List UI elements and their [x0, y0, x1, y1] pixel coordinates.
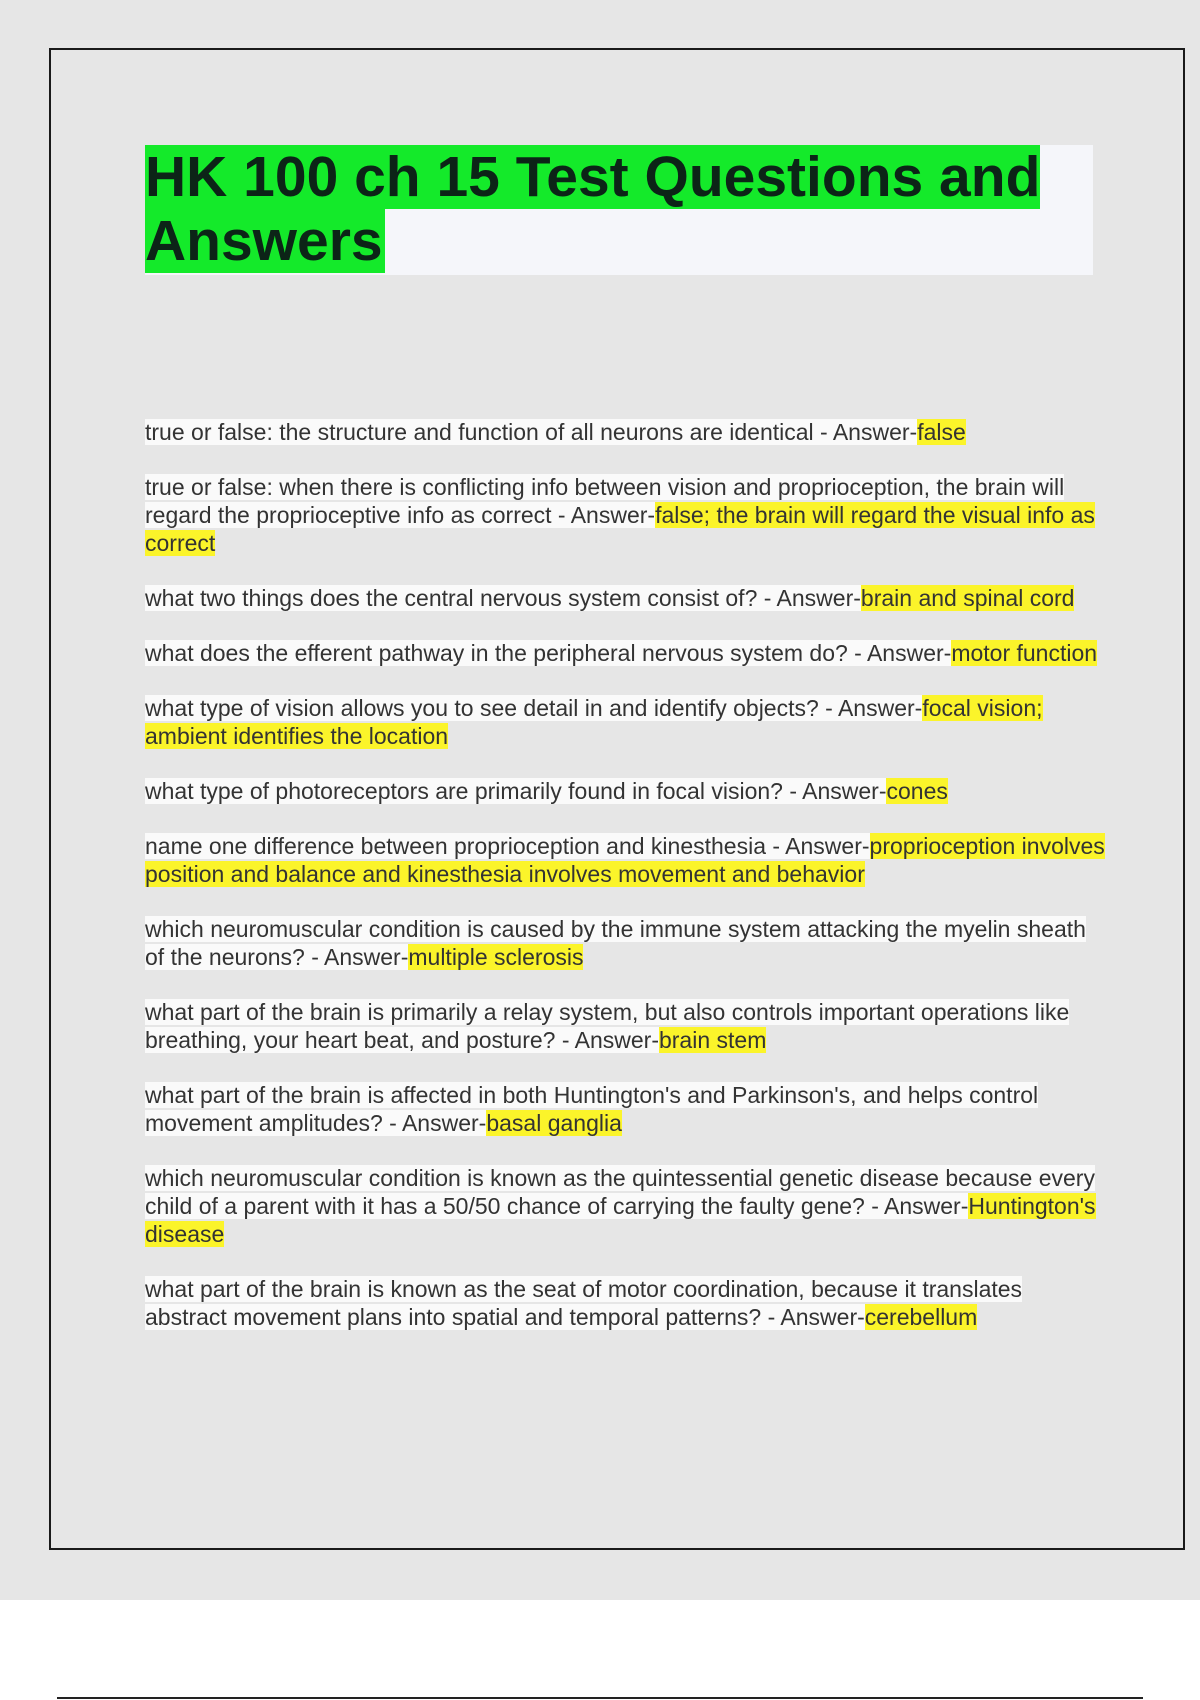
qa-item — [145, 639, 1105, 667]
title-block — [145, 145, 1093, 275]
answer-prefix: Answer- — [574, 1027, 659, 1053]
answer-separator: - — [304, 944, 325, 970]
qa-item — [145, 418, 1105, 446]
qa-item — [145, 584, 1105, 612]
answer-prefix: Answer- — [780, 1304, 865, 1330]
qa-item — [145, 1164, 1105, 1248]
qa-item — [145, 915, 1105, 971]
answer-prefix: Answer- — [802, 778, 887, 804]
answer-separator: - — [766, 833, 786, 859]
answer-separator: - — [555, 1027, 575, 1053]
qa-item — [145, 998, 1105, 1054]
answer-separator: - — [847, 640, 867, 666]
answer-text: basal ganglia — [486, 1110, 622, 1136]
question-text: true or false: when there is conflicting info between vision and proprioception, the brain will regard the proprioceptive info as correct — [145, 474, 1065, 528]
answer-text: proprioception involves position and balance and kinesthesia involves movement and behavior — [145, 833, 1105, 887]
answer-separator: - — [818, 695, 838, 721]
answer-prefix: Answer- — [837, 695, 923, 721]
question-text: name one difference between proprioception and kinesthesia — [145, 833, 766, 859]
qa-item — [145, 1081, 1105, 1137]
question-text: what part of the brain is primarily a relay system, but also controls important operations like breathing, your heart beat, and posture? — [145, 999, 1070, 1053]
answer-prefix: Answer- — [884, 1193, 969, 1219]
answer-prefix: Answer- — [866, 640, 952, 666]
answer-separator: - — [813, 419, 833, 445]
qa-item — [145, 832, 1105, 888]
answer-text: false; the brain will regard the visual info as correct — [145, 502, 1095, 556]
answer-text: false — [917, 419, 966, 445]
answer-text: multiple sclerosis — [408, 944, 584, 970]
qa-item — [145, 473, 1105, 557]
question-text: what type of photoreceptors are primarily found in focal vision? — [145, 778, 783, 804]
qa-item — [145, 1275, 1105, 1331]
qa-list — [145, 418, 1105, 1358]
document-title — [145, 145, 1093, 273]
answer-separator: - — [864, 1193, 885, 1219]
answer-separator: - — [551, 502, 571, 528]
answer-text: brain and spinal cord — [860, 585, 1075, 611]
answer-prefix: Answer- — [570, 502, 656, 528]
qa-item — [145, 694, 1105, 750]
answer-separator: - — [757, 585, 777, 611]
answer-prefix: Answer- — [401, 1110, 487, 1136]
answer-text: cerebellum — [864, 1304, 978, 1330]
answer-text: Huntington's disease — [145, 1193, 1096, 1247]
answer-separator: - — [782, 778, 803, 804]
qa-item — [145, 777, 1105, 805]
answer-text: focal vision; ambient identifies the location — [145, 695, 1043, 749]
document-title-text: HK 100 ch 15 Test Questions and Answers — [145, 145, 1041, 273]
footer-divider — [57, 1697, 1143, 1699]
answer-text: brain stem — [658, 1027, 767, 1053]
question-text: which neuromuscular condition is known as the quintessential genetic disease because every child of a parent with it has a 50/50 chance of carrying the faulty gene? — [145, 1165, 1095, 1219]
question-text: which neuromuscular condition is caused by the immune system attacking the myelin sheath of the neurons? — [145, 916, 1086, 970]
question-text: what part of the brain is known as the seat of motor coordination, because it translates abstract movement plans into spatial and temporal patterns? — [145, 1276, 1023, 1330]
answer-separator: - — [382, 1110, 402, 1136]
answer-prefix: Answer- — [832, 419, 918, 445]
question-text: what part of the brain is affected in both Huntington's and Parkinson's, and helps control movement amplitudes? — [145, 1082, 1039, 1136]
answer-prefix: Answer- — [776, 585, 861, 611]
answer-separator: - — [761, 1304, 781, 1330]
answer-prefix: Answer- — [324, 944, 409, 970]
answer-text: motor function — [951, 640, 1098, 666]
question-text: true or false: the structure and function of all neurons are identical — [145, 419, 814, 445]
answer-text: cones — [886, 778, 948, 804]
question-text: what type of vision allows you to see detail in and identify objects? — [145, 695, 819, 721]
question-text: what two things does the central nervous system consist of? — [145, 585, 758, 611]
answer-prefix: Answer- — [785, 833, 870, 859]
question-text: what does the efferent pathway in the peripheral nervous system do? — [145, 640, 848, 666]
